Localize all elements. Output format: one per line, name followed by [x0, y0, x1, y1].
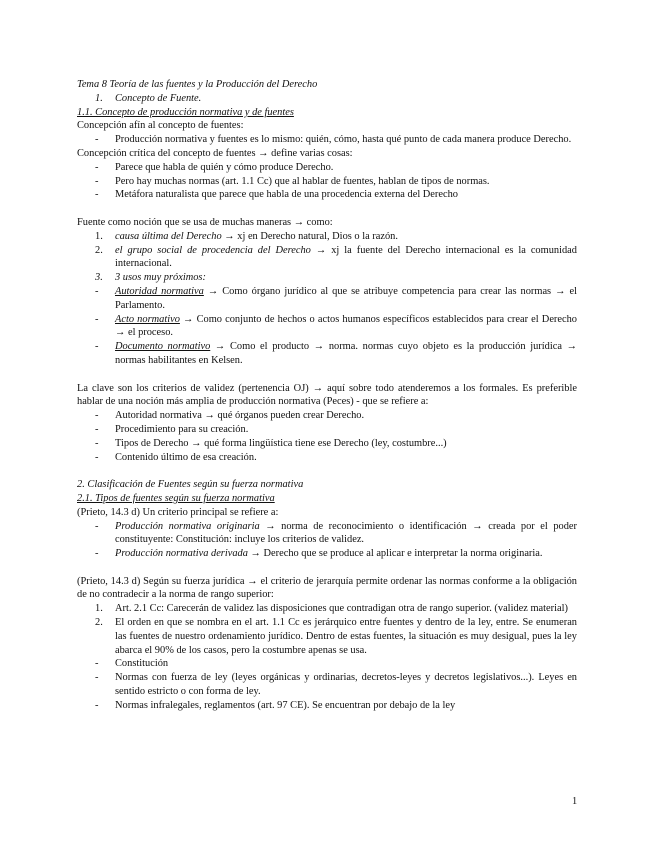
bullet-dash: -	[95, 313, 99, 325]
list-item: - Constitución	[77, 657, 577, 671]
section-heading-2: 2. Clasificación de Fuentes según su fuerza normativa	[77, 479, 304, 491]
list-item: - Autoridad normativa → Como órgano jurídico al que se atribuye competencia para crear las normas → el Parlamento.	[77, 285, 577, 313]
list-item: - Contenido último de esa creación.	[77, 451, 577, 465]
document-title: Tema 8 Teoría de las fuentes y la Producción del Derecho	[77, 79, 318, 90]
section-heading-1	[77, 92, 577, 106]
numbered-item: 2. El orden en que se nombra en el art. 1.1 Cc es jerárquico entre fuentes y dentro de la ley, entre. Se enumeran las fuentes de nuestro ordenamiento jurídico. Dentro de estas fuentes, la situación es muy desigual, pues la ley abarca el 90% de los casos, pero la costumbre apenas se usa.	[95, 617, 577, 656]
list-item: - Producción normativa derivada → Derecho que se produce al aplicar e interpretar la norma originaria.	[77, 547, 577, 561]
numbered-item: 2. el grupo social de procedencia del Derecho → xj la fuente del Derecho internacional es la comunidad internacional.	[95, 244, 577, 270]
page-number: 1	[572, 796, 578, 807]
paragraph-fuente: Fuente como noción que se usa de muchas maneras → como:	[77, 216, 333, 228]
list-item: - Producción normativa y fuentes es lo mismo: quién, cómo, hasta qué punto de cada manera produce Derecho.	[77, 133, 577, 147]
list-item: - Metáfora naturalista que parece que habla de una procedencia externa del Derecho	[77, 188, 577, 202]
list-item: - Normas infralegales, reglamentos (art. 97 CE). Se encuentran por debajo de la ley	[77, 699, 577, 713]
list-item: - Producción normativa originaria → norma de reconocimiento o identificación → creada por el poder constituyente: Constitución: incluye los criterios de validez.	[77, 520, 577, 548]
document-body	[77, 78, 577, 713]
list-item: - Parece que habla de quién y cómo produce Derecho.	[77, 161, 577, 175]
heading-label: Concepto de Fuente.	[115, 92, 202, 104]
bullet-dash: -	[95, 437, 99, 449]
bullet-dash: -	[95, 520, 99, 532]
bullet-dash: -	[95, 189, 99, 201]
list-item: - Acto normativo → Como conjunto de hechos o actos humanos específicos establecidos para crear el Derecho → el proceso.	[77, 313, 577, 341]
bullet-dash: -	[95, 548, 99, 560]
bullet-dash: -	[95, 161, 99, 173]
list-item: - Autoridad normativa → qué órganos pueden crear Derecho.	[77, 409, 577, 423]
list-item: - Normas con fuerza de ley (leyes orgánicas y ordinarias, decretos-leyes y decretos legislativos...). Leyes en sentido estricto o con forma de ley.	[77, 671, 577, 699]
list-item: - Tipos de Derecho → qué forma lingüística tiene ese Derecho (ley, costumbre...)	[77, 437, 577, 451]
bullet-dash: -	[95, 341, 99, 353]
list-item: - Pero hay muchas normas (art. 1.1 Cc) que al hablar de fuentes, hablan de tipos de normas.	[77, 175, 577, 189]
paragraph-prieto-2: (Prieto, 14.3 d) Según su fuerza jurídica → el criterio de jerarquía permite ordenar las normas conforme a la obligación de no contradecir a la norma de rango superior:	[77, 575, 577, 601]
bullet-dash: -	[95, 423, 99, 435]
bullet-dash: -	[95, 410, 99, 422]
bullet-dash: -	[95, 672, 99, 684]
subsection-heading-1-1: 1.1. Concepto de producción normativa y de fuentes	[77, 106, 294, 118]
bullet-dash: -	[95, 285, 99, 297]
paragraph-prieto-1: (Prieto, 14.3 d) Un criterio principal se refiere a:	[77, 506, 279, 518]
list-item: - Documento normativo → Como el producto → norma. normas cuyo objeto es la producción jurídica → normas habilitantes en Kelsen.	[77, 340, 577, 368]
paragraph-afin: Concepción afín al concepto de fuentes:	[77, 120, 244, 132]
bullet-dash: -	[95, 699, 99, 711]
bullet-dash: -	[95, 658, 99, 670]
bullet-dash: -	[95, 175, 99, 187]
paragraph-critica: Concepción crítica del concepto de fuentes → define varias cosas:	[77, 147, 353, 159]
numbered-item: 1. Art. 2.1 Cc: Carecerán de validez las disposiciones que contradigan otra de rango superior. (validez material)	[95, 603, 568, 615]
paragraph-clave: La clave son los criterios de validez (pertenencia OJ) → aquí sobre todo atenderemos a los formales. Es preferible hablar de una noción más amplia de producción normativa (Peces) - que se refiere a:	[77, 382, 577, 408]
list-item: - Procedimiento para su creación.	[77, 423, 577, 437]
bullet-dash: -	[95, 134, 99, 146]
subsection-heading-2-1: 2.1. Tipos de fuentes según su fuerza normativa	[77, 492, 275, 504]
heading-number: 1.	[95, 92, 103, 104]
numbered-item: 3. 3 usos muy próximos:	[95, 272, 206, 284]
bullet-dash: -	[95, 451, 99, 463]
numbered-item: 1. causa última del Derecho → xj en Derecho natural, Dios o la razón.	[95, 230, 398, 242]
